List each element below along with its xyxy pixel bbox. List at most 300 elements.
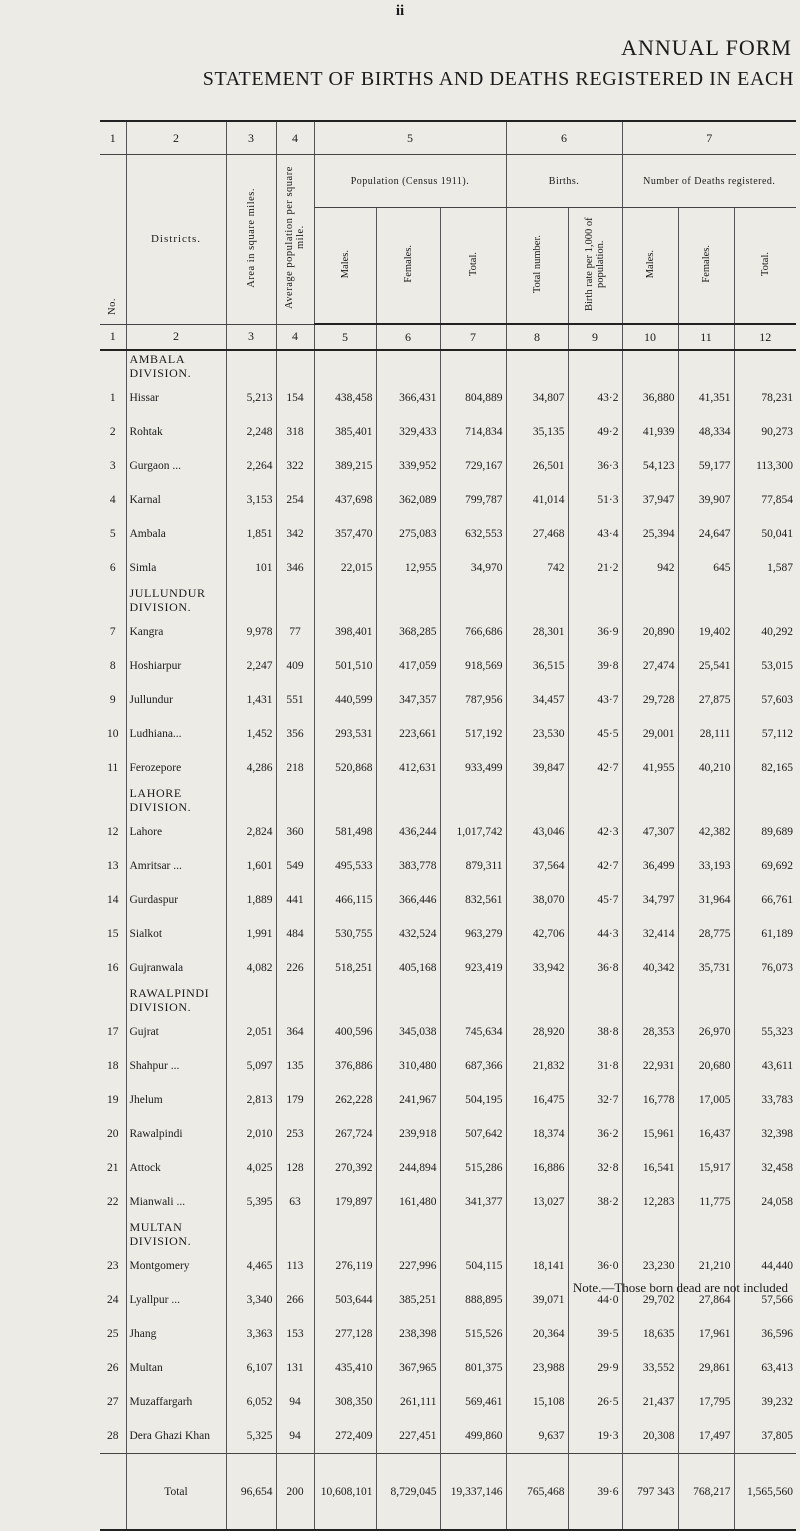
- pop-total: 34,970: [440, 551, 506, 585]
- row-no: 26: [107, 1362, 119, 1374]
- row-no: 28: [107, 1430, 119, 1442]
- row-no: 11: [107, 762, 119, 774]
- death-total: 55,323: [734, 1015, 796, 1049]
- total-density: 200: [276, 1454, 314, 1531]
- pop-total: 799,787: [440, 483, 506, 517]
- district-name: Gurgaon ...: [126, 449, 226, 483]
- pop-males: 400,596: [314, 1015, 376, 1049]
- birth-rate: 43·2: [568, 381, 622, 415]
- row-no: 27: [107, 1396, 119, 1408]
- births: 35,135: [506, 415, 568, 449]
- death-males: 34,797: [622, 883, 678, 917]
- table-row: [100, 615, 796, 649]
- pop-total: 504,195: [440, 1083, 506, 1117]
- group-header-row: [100, 155, 796, 208]
- birth-rate: 19·3: [568, 1419, 622, 1454]
- header-area: Area in square miles.: [245, 187, 257, 288]
- district-name: Rohtak: [126, 415, 226, 449]
- death-males: 21,437: [622, 1385, 678, 1419]
- death-males: 942: [622, 551, 678, 585]
- births: 16,475: [506, 1083, 568, 1117]
- births: 9,637: [506, 1419, 568, 1454]
- density: 94: [276, 1419, 314, 1454]
- death-total: 24,058: [734, 1185, 796, 1219]
- index-cell: 1: [100, 324, 126, 350]
- pop-males: 276,119: [314, 1249, 376, 1283]
- pop-females: 432,524: [376, 917, 440, 951]
- pop-males: 267,724: [314, 1117, 376, 1151]
- district-name: Lyallpur ...: [126, 1283, 226, 1317]
- density: 113: [276, 1249, 314, 1283]
- births: 20,364: [506, 1317, 568, 1351]
- area: 3,363: [226, 1317, 276, 1351]
- district-name: Hissar: [126, 381, 226, 415]
- death-females: 33,193: [678, 849, 734, 883]
- index-row: [100, 324, 796, 350]
- birth-rate: 43·7: [568, 683, 622, 717]
- header-deaths: Number of Deaths registered.: [622, 155, 796, 208]
- pop-females: 347,357: [376, 683, 440, 717]
- death-males: 22,931: [622, 1049, 678, 1083]
- density: 409: [276, 649, 314, 683]
- page-number: ii: [395, 3, 405, 19]
- births: 16,886: [506, 1151, 568, 1185]
- birth-rate: 36·2: [568, 1117, 622, 1151]
- births: 28,920: [506, 1015, 568, 1049]
- births: 23,988: [506, 1351, 568, 1385]
- birth-rate: 31·8: [568, 1049, 622, 1083]
- death-total: 44,440: [734, 1249, 796, 1283]
- pop-males: 495,533: [314, 849, 376, 883]
- death-males: 41,939: [622, 415, 678, 449]
- pop-males: 501,510: [314, 649, 376, 683]
- death-males: 16,541: [622, 1151, 678, 1185]
- death-total: 57,603: [734, 683, 796, 717]
- births: 38,070: [506, 883, 568, 917]
- header-death-total: Total.: [759, 251, 771, 277]
- births: 37,564: [506, 849, 568, 883]
- area: 5,325: [226, 1419, 276, 1454]
- death-females: 39,907: [678, 483, 734, 517]
- death-females: 41,351: [678, 381, 734, 415]
- district-name: Rawalpindi: [126, 1117, 226, 1151]
- pop-females: 227,996: [376, 1249, 440, 1283]
- division-name: JULLUNDUR DIVISION.: [126, 585, 226, 615]
- death-females: 19,402: [678, 615, 734, 649]
- death-total: 37,805: [734, 1419, 796, 1454]
- division-row: [100, 585, 796, 615]
- table-row: [100, 1385, 796, 1419]
- pop-total: 918,569: [440, 649, 506, 683]
- pop-females: 436,244: [376, 815, 440, 849]
- row-no: 9: [109, 694, 116, 706]
- density: 441: [276, 883, 314, 917]
- death-females: 16,437: [678, 1117, 734, 1151]
- area: 3,153: [226, 483, 276, 517]
- header-density: Average population per square mile.: [284, 166, 306, 310]
- table-row: [100, 1317, 796, 1351]
- births: 21,832: [506, 1049, 568, 1083]
- birth-rate: 26·5: [568, 1385, 622, 1419]
- pop-total: 729,167: [440, 449, 506, 483]
- births: 39,847: [506, 751, 568, 785]
- row-no: 16: [107, 962, 119, 974]
- pop-total: 888,895: [440, 1283, 506, 1317]
- header-pop-total: Total.: [467, 251, 479, 277]
- table-row: [100, 683, 796, 717]
- death-females: 17,005: [678, 1083, 734, 1117]
- header-death-females: Females.: [700, 245, 712, 283]
- density: 551: [276, 683, 314, 717]
- row-no: 19: [107, 1094, 119, 1106]
- pop-total: 1,017,742: [440, 815, 506, 849]
- birth-rate: 29·9: [568, 1351, 622, 1385]
- index-cell: 9: [568, 324, 622, 350]
- pop-total: 933,499: [440, 751, 506, 785]
- area: 1,452: [226, 717, 276, 751]
- birth-rate: 45·5: [568, 717, 622, 751]
- birth-rate: 38·2: [568, 1185, 622, 1219]
- header-pop-females: Females.: [402, 245, 414, 283]
- division-row: [100, 350, 796, 381]
- density: 154: [276, 381, 314, 415]
- district-name: Hoshiarpur: [126, 649, 226, 683]
- pop-males: 518,251: [314, 951, 376, 985]
- table-row: [100, 1083, 796, 1117]
- district-name: Ludhiana...: [126, 717, 226, 751]
- death-males: 40,342: [622, 951, 678, 985]
- index-cell: 12: [734, 324, 796, 350]
- death-males: 47,307: [622, 815, 678, 849]
- district-name: Attock: [126, 1151, 226, 1185]
- total-row: [100, 1454, 796, 1531]
- births: 27,468: [506, 517, 568, 551]
- death-females: 21,210: [678, 1249, 734, 1283]
- row-no: 6: [109, 562, 116, 574]
- death-females: 59,177: [678, 449, 734, 483]
- density: 356: [276, 717, 314, 751]
- area: 2,264: [226, 449, 276, 483]
- area: 4,025: [226, 1151, 276, 1185]
- births: 39,071: [506, 1283, 568, 1317]
- death-females: 48,334: [678, 415, 734, 449]
- total-pop-females: 8,729,045: [376, 1454, 440, 1531]
- pop-total: 507,642: [440, 1117, 506, 1151]
- births: 742: [506, 551, 568, 585]
- death-females: 25,541: [678, 649, 734, 683]
- pop-total: 504,115: [440, 1249, 506, 1283]
- pop-total: 517,192: [440, 717, 506, 751]
- header-districts: Districts.: [150, 233, 202, 246]
- table-row: [100, 449, 796, 483]
- death-total: 69,692: [734, 849, 796, 883]
- death-females: 11,775: [678, 1185, 734, 1219]
- area: 101: [226, 551, 276, 585]
- pop-total: 515,526: [440, 1317, 506, 1351]
- total-label: Total: [126, 1454, 226, 1531]
- birth-rate: 36·0: [568, 1249, 622, 1283]
- death-males: 37,947: [622, 483, 678, 517]
- area: 2,248: [226, 415, 276, 449]
- index-cell: 8: [506, 324, 568, 350]
- births: 42,706: [506, 917, 568, 951]
- pop-males: 270,392: [314, 1151, 376, 1185]
- district-name: Amritsar ...: [126, 849, 226, 883]
- pop-males: 277,128: [314, 1317, 376, 1351]
- death-males: 20,308: [622, 1419, 678, 1454]
- death-total: 32,398: [734, 1117, 796, 1151]
- pop-males: 440,599: [314, 683, 376, 717]
- pop-males: 357,470: [314, 517, 376, 551]
- pop-males: 293,531: [314, 717, 376, 751]
- birth-rate: 42·3: [568, 815, 622, 849]
- death-females: 28,111: [678, 717, 734, 751]
- pop-males: 520,868: [314, 751, 376, 785]
- district-name: Shahpur ...: [126, 1049, 226, 1083]
- birth-rate: 36·8: [568, 951, 622, 985]
- row-no: 8: [109, 660, 116, 672]
- row-no: 10: [107, 728, 119, 740]
- density: 318: [276, 415, 314, 449]
- pop-males: 308,350: [314, 1385, 376, 1419]
- births: 18,374: [506, 1117, 568, 1151]
- death-total: 40,292: [734, 615, 796, 649]
- area: 2,824: [226, 815, 276, 849]
- death-total: 82,165: [734, 751, 796, 785]
- district-name: Kangra: [126, 615, 226, 649]
- density: 63: [276, 1185, 314, 1219]
- births: 36,515: [506, 649, 568, 683]
- total-death-total: 1,565,560: [734, 1454, 796, 1531]
- density: 346: [276, 551, 314, 585]
- density: 153: [276, 1317, 314, 1351]
- index-cell: 7: [440, 324, 506, 350]
- death-females: 42,382: [678, 815, 734, 849]
- row-no: 18: [107, 1060, 119, 1072]
- death-males: 33,552: [622, 1351, 678, 1385]
- death-total: 78,231: [734, 381, 796, 415]
- pop-total: 714,834: [440, 415, 506, 449]
- table-row: [100, 1117, 796, 1151]
- pop-males: 466,115: [314, 883, 376, 917]
- row-no: 17: [107, 1026, 119, 1038]
- table-row: [100, 483, 796, 517]
- district-name: Jullundur: [126, 683, 226, 717]
- pop-females: 417,059: [376, 649, 440, 683]
- density: 226: [276, 951, 314, 985]
- density: 342: [276, 517, 314, 551]
- row-no: 1: [109, 392, 116, 404]
- index-cell: 10: [622, 324, 678, 350]
- area: 1,851: [226, 517, 276, 551]
- death-total: 33,783: [734, 1083, 796, 1117]
- pop-females: 367,965: [376, 1351, 440, 1385]
- footnote: Note.—Those born dead are not included: [572, 1280, 788, 1295]
- pop-females: 310,480: [376, 1049, 440, 1083]
- statistics-table: [100, 120, 796, 1531]
- row-no: 20: [107, 1128, 119, 1140]
- death-females: 40,210: [678, 751, 734, 785]
- pop-total: 341,377: [440, 1185, 506, 1219]
- births: 26,501: [506, 449, 568, 483]
- area: 4,465: [226, 1249, 276, 1283]
- pop-females: 385,251: [376, 1283, 440, 1317]
- row-no: 24: [107, 1294, 119, 1306]
- pop-females: 12,955: [376, 551, 440, 585]
- pop-males: 437,698: [314, 483, 376, 517]
- area: 2,247: [226, 649, 276, 683]
- area: 1,889: [226, 883, 276, 917]
- death-males: 29,728: [622, 683, 678, 717]
- pop-females: 261,111: [376, 1385, 440, 1419]
- births: 13,027: [506, 1185, 568, 1219]
- death-males: 20,890: [622, 615, 678, 649]
- district-name: Multan: [126, 1351, 226, 1385]
- death-females: 17,961: [678, 1317, 734, 1351]
- table-row: [100, 1015, 796, 1049]
- area: 5,213: [226, 381, 276, 415]
- pop-males: 272,409: [314, 1419, 376, 1454]
- death-males: 32,414: [622, 917, 678, 951]
- death-total: 1,587: [734, 551, 796, 585]
- death-females: 28,775: [678, 917, 734, 951]
- pop-total: 515,286: [440, 1151, 506, 1185]
- death-females: 17,497: [678, 1419, 734, 1454]
- district-name: Montgomery: [126, 1249, 226, 1283]
- area: 5,395: [226, 1185, 276, 1219]
- birth-rate: 42·7: [568, 751, 622, 785]
- death-males: 36,499: [622, 849, 678, 883]
- density: 360: [276, 815, 314, 849]
- statement-title: STATEMENT OF BIRTHS AND DEATHS REGISTERED IN EACH: [202, 68, 794, 90]
- total-area: 96,654: [226, 1454, 276, 1531]
- table-row: [100, 883, 796, 917]
- col-number: 7: [622, 121, 796, 155]
- death-males: 16,778: [622, 1083, 678, 1117]
- table-row: [100, 1419, 796, 1454]
- total-pop-total: 19,337,146: [440, 1454, 506, 1531]
- area: 2,813: [226, 1083, 276, 1117]
- pop-males: 385,401: [314, 415, 376, 449]
- pop-females: 362,089: [376, 483, 440, 517]
- area: 3,340: [226, 1283, 276, 1317]
- header-births: Births.: [506, 155, 622, 208]
- density: 135: [276, 1049, 314, 1083]
- birth-rate: 39·5: [568, 1317, 622, 1351]
- pop-females: 275,083: [376, 517, 440, 551]
- death-males: 54,123: [622, 449, 678, 483]
- col-number: 5: [314, 121, 506, 155]
- births: 15,108: [506, 1385, 568, 1419]
- birth-rate: 49·2: [568, 415, 622, 449]
- division-row: [100, 985, 796, 1015]
- death-females: 20,680: [678, 1049, 734, 1083]
- district-name: Mianwali ...: [126, 1185, 226, 1219]
- area: 6,052: [226, 1385, 276, 1419]
- death-total: 43,611: [734, 1049, 796, 1083]
- area: 2,051: [226, 1015, 276, 1049]
- pop-males: 435,410: [314, 1351, 376, 1385]
- pop-total: 801,375: [440, 1351, 506, 1385]
- birth-rate: 51·3: [568, 483, 622, 517]
- column-number-row: [100, 121, 796, 155]
- table-row: [100, 951, 796, 985]
- density: 266: [276, 1283, 314, 1317]
- division-name: LAHORE DIVISION.: [126, 785, 226, 815]
- births: 41,014: [506, 483, 568, 517]
- density: 364: [276, 1015, 314, 1049]
- birth-rate: 36·3: [568, 449, 622, 483]
- col-number: 2: [126, 121, 226, 155]
- total-birth-rate: 39·6: [568, 1454, 622, 1531]
- table-row: [100, 815, 796, 849]
- division-row: [100, 785, 796, 815]
- death-males: 27,474: [622, 649, 678, 683]
- pop-males: 389,215: [314, 449, 376, 483]
- district-name: Gurdaspur: [126, 883, 226, 917]
- death-males: 23,230: [622, 1249, 678, 1283]
- table-row: [100, 1351, 796, 1385]
- index-cell: 6: [376, 324, 440, 350]
- pop-total: 787,956: [440, 683, 506, 717]
- district-name: Lahore: [126, 815, 226, 849]
- row-no: 15: [107, 928, 119, 940]
- birth-rate: 38·8: [568, 1015, 622, 1049]
- row-no: 21: [107, 1162, 119, 1174]
- density: 128: [276, 1151, 314, 1185]
- pop-males: 398,401: [314, 615, 376, 649]
- pop-females: 244,894: [376, 1151, 440, 1185]
- pop-total: 923,419: [440, 951, 506, 985]
- table-row: [100, 1151, 796, 1185]
- death-total: 36,596: [734, 1317, 796, 1351]
- table-row: [100, 917, 796, 951]
- death-females: 27,864: [678, 1283, 734, 1317]
- pop-females: 238,398: [376, 1317, 440, 1351]
- table-row: [100, 517, 796, 551]
- pop-females: 412,631: [376, 751, 440, 785]
- death-females: 31,964: [678, 883, 734, 917]
- death-males: 36,880: [622, 381, 678, 415]
- death-females: 26,970: [678, 1015, 734, 1049]
- area: 6,107: [226, 1351, 276, 1385]
- pop-females: 329,433: [376, 415, 440, 449]
- table-row: [100, 1049, 796, 1083]
- total-death-males: 797 343: [622, 1454, 678, 1531]
- row-no: 14: [107, 894, 119, 906]
- death-total: 50,041: [734, 517, 796, 551]
- table-row: [100, 415, 796, 449]
- death-total: 90,273: [734, 415, 796, 449]
- density: 94: [276, 1385, 314, 1419]
- header-death-males: Males.: [644, 249, 656, 279]
- death-total: 39,232: [734, 1385, 796, 1419]
- density: 179: [276, 1083, 314, 1117]
- birth-rate: 42·7: [568, 849, 622, 883]
- index-cell: 11: [678, 324, 734, 350]
- district-name: Ambala: [126, 517, 226, 551]
- pop-males: 503,644: [314, 1283, 376, 1317]
- pop-total: 766,686: [440, 615, 506, 649]
- pop-males: 530,755: [314, 917, 376, 951]
- pop-total: 804,889: [440, 381, 506, 415]
- death-males: 29,001: [622, 717, 678, 751]
- density: 549: [276, 849, 314, 883]
- area: 1,991: [226, 917, 276, 951]
- pop-total: 632,553: [440, 517, 506, 551]
- header-pop-males: Males.: [339, 249, 351, 279]
- pop-females: 383,778: [376, 849, 440, 883]
